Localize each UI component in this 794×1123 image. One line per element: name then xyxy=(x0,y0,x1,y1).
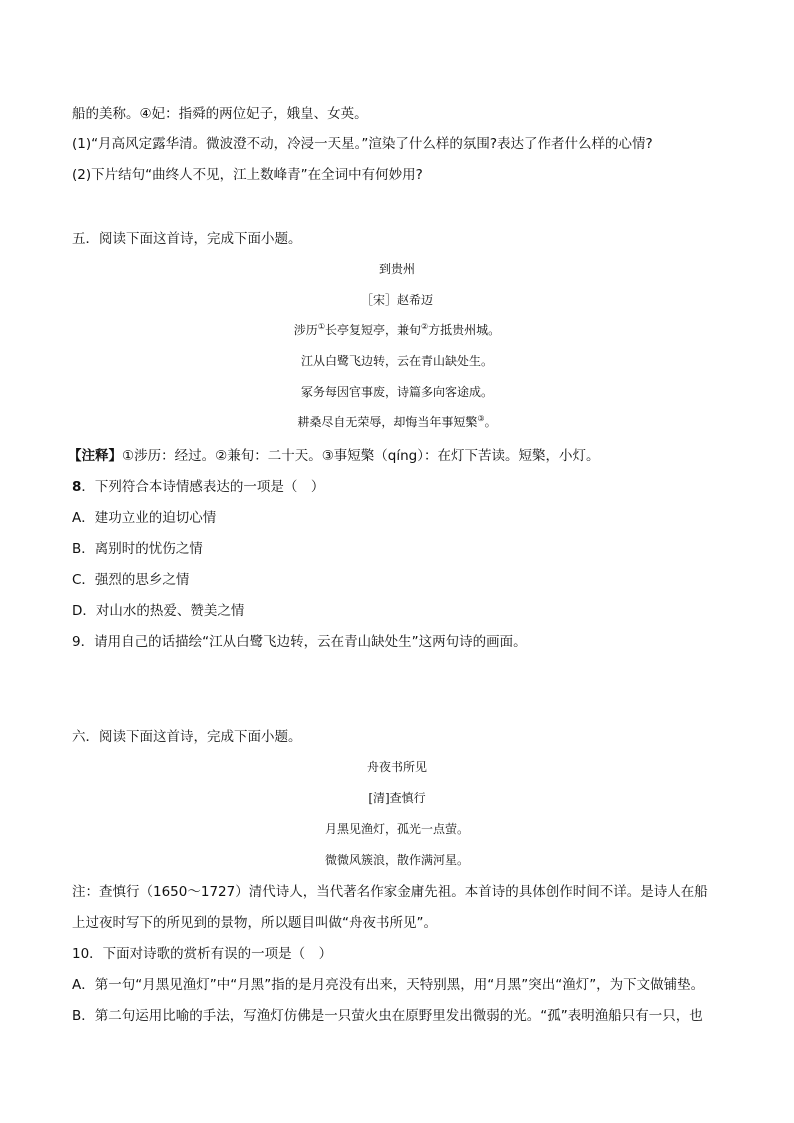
poem-2-note-line-2: 上过夜时写下的所见到的景物，所以题目叫做“舟夜书所见”。 xyxy=(72,915,437,931)
poem-2-author: [清]查慎行 xyxy=(368,791,426,805)
poem-line-4: 耕桑尽自无荣辱，却悔当年事短檠③。 xyxy=(297,414,497,429)
previous-note-line: 船的美称。④妃：指舜的两位妃子，娥皇、女英。 xyxy=(72,106,368,122)
section-6-heading: 六．阅读下面这首诗，完成下面小题。 xyxy=(72,729,302,745)
previous-subquestion-2: (2)下片结句“曲终人不见，江上数峰青”在全词中有何妙用? xyxy=(72,167,423,183)
poem-line-3: 冢务每因官事废，诗篇多向客途成。 xyxy=(300,385,493,399)
q10-option-b: B．第二句运用比喻的手法，写渔灯仿佛是一只萤火虫在原野里发出微弱的光。“孤”表明渔船只有一只，也 xyxy=(72,1008,703,1024)
poem-notes: 【注释】①涉历：经过。②兼旬：二十天。③事短檠（qíng）：在灯下苦读。短檠，小灯。 xyxy=(68,448,600,464)
poem-line-2: 江从白鹭飞边转，云在青山缺处生。 xyxy=(300,354,493,368)
notes-label: 【注释】 xyxy=(68,448,122,464)
poem-2-note-line-1: 注：查慎行（1650～1727）清代诗人，当代著名作家金庸先祖。本首诗的具体创作时间不详。是诗人在船 xyxy=(72,884,708,900)
q8-option-a: A．建功立业的迫切心情 xyxy=(72,510,217,526)
poem-author: ［宋］赵希迈 xyxy=(360,293,433,307)
poem-2-title: 舟夜书所见 xyxy=(366,760,427,774)
q8-option-c: C．强烈的思乡之情 xyxy=(72,572,190,588)
question-8: 8．下列符合本诗情感表达的一项是（ ） xyxy=(72,479,325,495)
section-5-heading: 五．阅读下面这首诗，完成下面小题。 xyxy=(72,231,302,247)
question-9: 9．请用自己的话描绘“江从白鹭飞边转，云在青山缺处生”这两句诗的画面。 xyxy=(72,634,527,650)
poem-title: 到贵州 xyxy=(378,262,415,276)
previous-subquestion-1: (1)“月高风定露华清。微波澄不动，冷浸一天星。”渲染了什么样的氛围?表达了作者什么样的心情? xyxy=(72,136,653,152)
q10-option-a: A．第一句“月黑见渔灯”中“月黑”指的是月亮没有出来，天特别黑，用“月黑”突出“渔灯”，为下文做铺垫。 xyxy=(72,977,705,993)
q8-option-b: B．离别时的忧伤之情 xyxy=(72,541,203,557)
poem-2-line-2: 微微风簇浪，散作满河星。 xyxy=(324,853,469,867)
poem-2-line-1: 月黑见渔灯，孤光一点萤。 xyxy=(324,822,469,836)
q8-option-d: D．对山水的热爱、赞美之情 xyxy=(72,603,245,619)
poem-line-1: 涉历①长亭复短亭，兼旬②方抵贵州城。 xyxy=(293,322,501,337)
question-10: 10．下面对诗歌的赏析有误的一项是（ ） xyxy=(72,946,333,962)
